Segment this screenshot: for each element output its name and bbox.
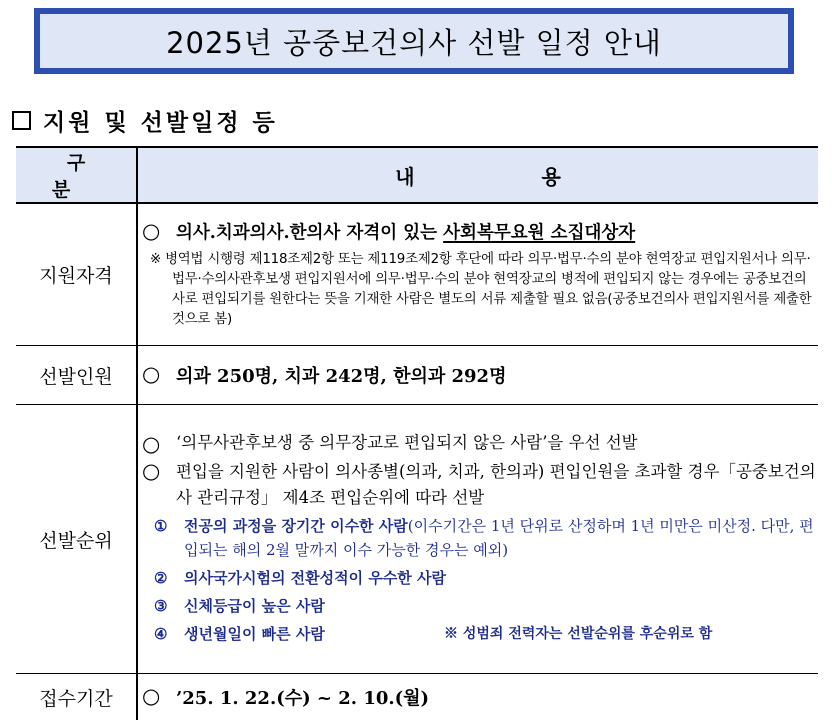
qualification-content <box>137 203 818 346</box>
count-text: 의과 250명, 치과 242명, 한의과 292명 <box>176 362 506 388</box>
section-title: 지원 및 선발일정 등 <box>43 104 278 137</box>
row-label-period: 접수기간 <box>16 674 137 720</box>
bullet-circle-icon: ○ <box>142 684 176 709</box>
side-note: ※ 성범죄 전력자는 선발순위를 후순위로 함 <box>444 622 712 646</box>
period-content <box>137 674 818 720</box>
header-category: 구 분 <box>16 147 137 203</box>
list-item: ④ 생년월일이 빠른 사람 ※ 성범죄 전력자는 선발순위를 후순위로 함 <box>154 622 818 646</box>
qualification-emphasis: 사회복무요원 소집대상자 <box>443 223 635 243</box>
table-header-row <box>16 147 818 203</box>
header-content: 내 용 <box>137 147 818 203</box>
table-row-qualification <box>16 203 818 346</box>
bullet-circle-icon: ○ <box>142 362 176 387</box>
list-item: ① 전공의 과정을 장기간 이수한 사람(이수기간은 1년 단위로 산정하며 1년 미만은 미산정. 다만, 편입되는 해의 2월 말까지 이수 가능한 경우는 예외) <box>154 514 818 562</box>
table-row-order <box>16 405 818 674</box>
row-label-order: 선발순위 <box>16 405 137 674</box>
list-item: ② 의사국가시험의 전환성적이 우수한 사람 <box>154 566 818 590</box>
list-item: ③ 신체등급이 높은 사람 <box>154 594 818 618</box>
order-content <box>137 405 818 674</box>
order-text-1: ‘의무사관후보생 중 의무장교로 편입되지 않은 사람’을 우선 선발 <box>176 432 638 454</box>
section-heading <box>12 104 278 136</box>
bullet-circle-icon: ○ <box>142 459 176 484</box>
bullet-circle-icon: ○ <box>142 219 176 244</box>
table-row-count <box>16 346 818 405</box>
schedule-table <box>16 146 818 720</box>
period-text: ’25. 1. 22.(수) ~ 2. 10.(월) <box>176 684 429 710</box>
count-content <box>137 346 818 405</box>
title-banner <box>34 8 794 74</box>
row-label-count: 선발인원 <box>16 346 137 405</box>
bullet-circle-icon: ○ <box>142 432 176 457</box>
page-title: 2025년 공중보건의사 선발 일정 안내 <box>38 12 790 70</box>
order-text-2: 편입을 지원한 사람이 의사종별(의과, 치과, 한의과) 편입인원을 초과할 경우「공중보건의사 관리규정」 제4조 편입순위에 따라 선발 <box>176 459 818 510</box>
checkbox-square-icon <box>12 111 31 130</box>
qualification-main: 의사.치과의사.한의사 자격이 있는 사회복무요원 소집대상자 <box>176 219 635 244</box>
priority-list <box>142 514 818 646</box>
qualification-note: ※ 병역법 시행령 제118조제2항 또는 제119조제2항 후단에 따라 의무·법무·수의 분야 현역장교 편입지원서나 의무·법무·수의사관후보생 편입지원서에 의무·법무·수의 분야 현역장교의 병적에 편입되지 않는 경우에는 공중보건의사로 편입되기를 원한다는 뜻을 기재한 사람은 별도의 서류 제출할 필요 없음(공중보건의사 편입지원서를 제출한 것으로 봄) <box>142 250 818 330</box>
row-label-qualification: 지원자격 <box>16 203 137 346</box>
table-row-period <box>16 674 818 720</box>
